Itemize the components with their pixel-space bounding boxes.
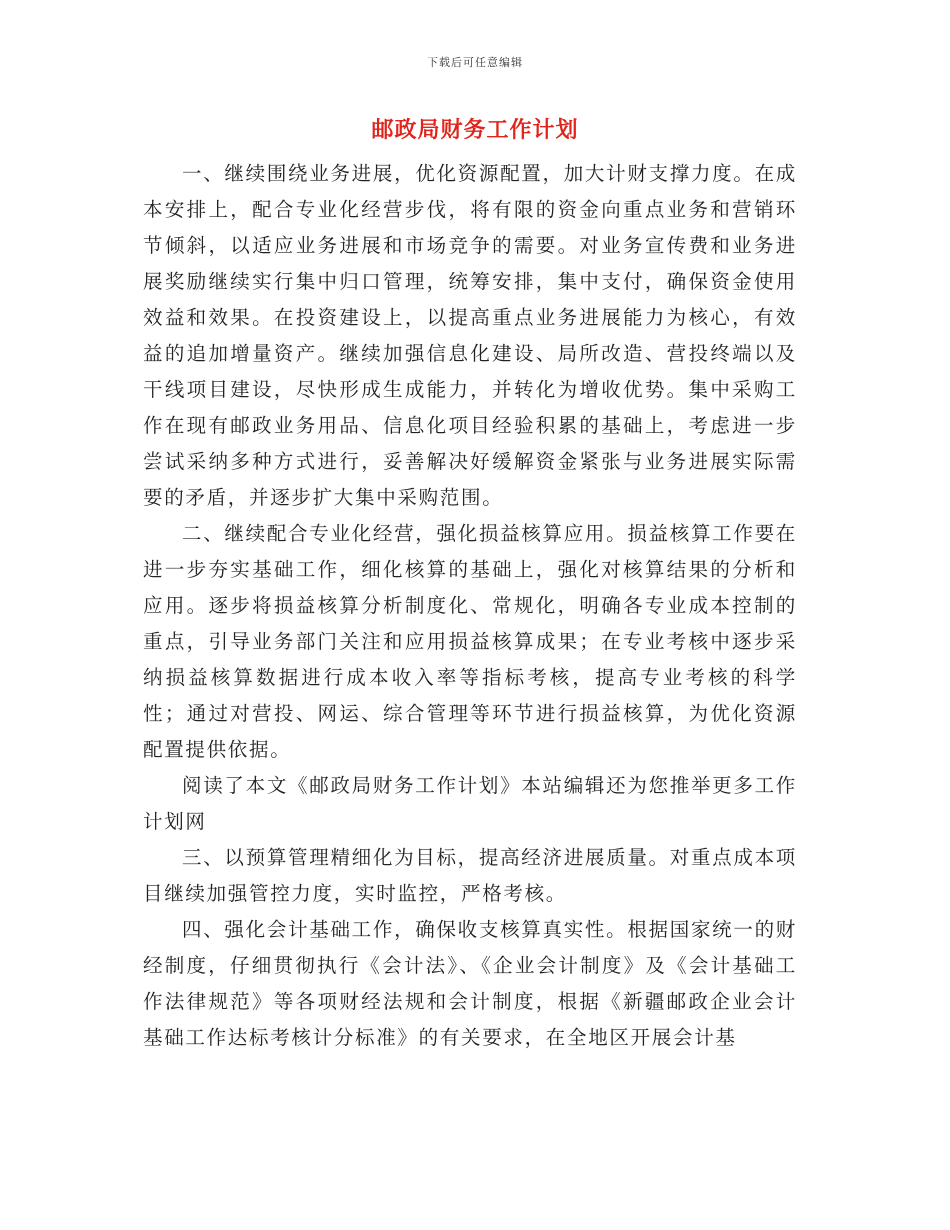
document-title: 邮政局财务工作计划 — [371, 117, 579, 143]
paragraph-4: 三、以预算管理精细化为目标，提高经济进展质量。对重点成本项目继续加强管控力度，实时监控，严格考核。 — [143, 846, 797, 905]
paragraph-1: 一、继续围绕业务进展，优化资源配置，加大计财支撑力度。在成本安排上，配合专业化经营步伐，将有限的资金向重点业务和营销环节倾斜，以适应业务进展和市场竞争的需要。对业务宣传费和业务进展奖励继续实行集中归口管理，统筹安排，集中支付，确保资金使用效益和效果。在投资建设上，以提高重点业务进展能力为核心，有效益的追加增量资产。继续加强信息化建设、局所改造、营投终端以及干线项目建设，尽快形成生成能力，并转化为增收优势。集中采购工作在现有邮政业务用品、信息化项目经验积累的基础上，考虑进一步尝试采纳多种方式进行，妥善解决好缓解资金紧张与业务进展实际需要的矛盾，并逐步扩大集中采购范围。 — [143, 162, 797, 509]
paragraph-2: 二、继续配合专业化经营，强化损益核算应用。损益核算工作要在进一步夯实基础工作，细化核算的基础上，强化对核算结果的分析和应用。逐步将损益核算分析制度化、常规化，明确各专业成本控制的重点，引导业务部门关注和应用损益核算成果；在专业考核中逐步采纳损益核算数据进行成本收入率等指标考核，提高专业考核的科学性；通过对营投、网运、综合管理等环节进行损益核算，为优化资源配置提供依据。 — [143, 522, 797, 761]
paragraph-5: 四、强化会计基础工作，确保收支核算真实性。根据国家统一的财经制度，仔细贯彻执行《会计法》、《企业会计制度》及《会计基础工作法律规范》等各项财经法规和会计制度，根据《新疆邮政企业会计基础工作达标考核计分标准》的有关要求，在全地区开展会计基 — [143, 918, 797, 1049]
header-note: 下载后可任意编辑 — [427, 56, 523, 69]
document-body — [143, 156, 797, 1056]
paragraph-3: 阅读了本文《邮政局财务工作计划》本站编辑还为您推举更多工作计划网 — [143, 774, 797, 833]
